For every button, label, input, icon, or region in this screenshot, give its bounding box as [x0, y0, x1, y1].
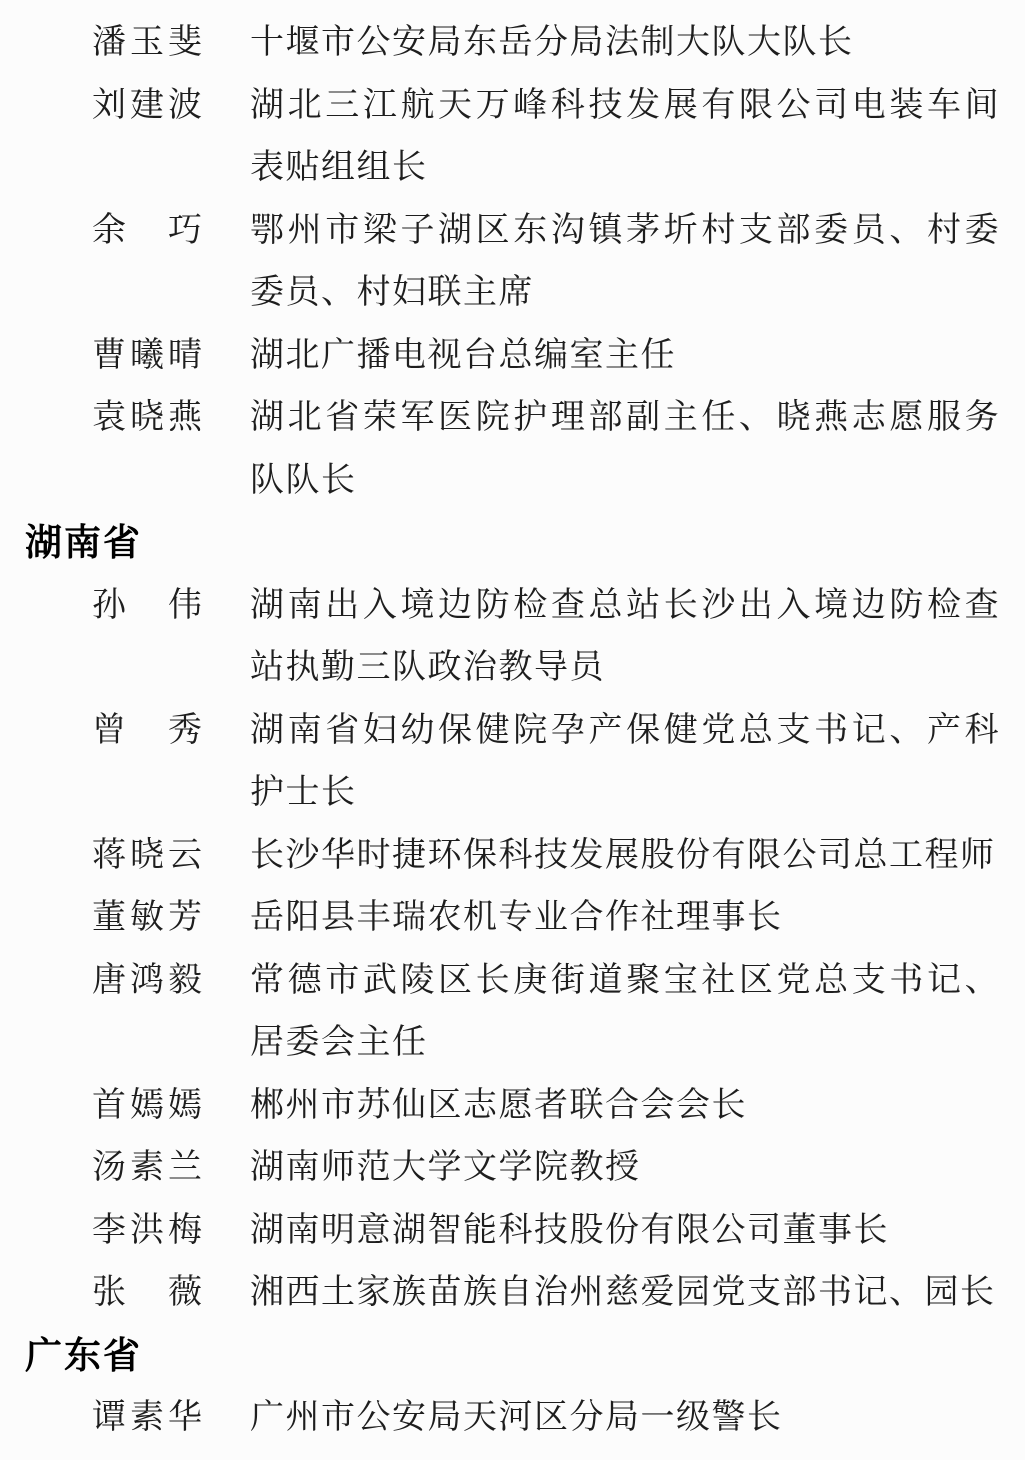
person-title-line: 湖南出入境边防检查总站长沙出入境边防检查	[250, 586, 1002, 624]
list-item	[0, 12, 1025, 75]
person-title	[250, 825, 1002, 888]
person-title-line: 湘西土家族苗族自治州慈爱园党支部书记、园长	[250, 1274, 996, 1311]
list-item	[0, 1137, 1025, 1200]
person-title	[250, 887, 1002, 950]
list-item	[0, 1075, 1025, 1138]
person-title-line: 郴州市苏仙区志愿者联合会会长	[250, 1086, 747, 1124]
person-title-line: 表贴组组长	[250, 149, 428, 186]
person-name: 汤素兰	[92, 1149, 206, 1186]
list-item	[0, 325, 1025, 388]
person-name: 袁晓燕	[92, 399, 206, 436]
person-title	[250, 700, 1002, 825]
person-title	[250, 387, 1002, 512]
list-item	[0, 1200, 1025, 1263]
list-item	[0, 950, 1025, 1075]
person-title	[250, 1262, 1002, 1325]
list-item	[0, 75, 1025, 200]
person-title-line: 护士长	[250, 774, 357, 811]
person-title	[250, 950, 1002, 1075]
list-item	[0, 1262, 1025, 1325]
person-title	[250, 75, 1002, 200]
list-item	[0, 887, 1025, 950]
person-title-line: 鄂州市梁子湖区东沟镇茅圻村支部委员、村委	[250, 211, 1002, 249]
person-title-line: 长沙华时捷环保科技发展股份有限公司总工程师	[250, 836, 996, 874]
person-title	[250, 325, 1002, 388]
province-header: 广东省	[25, 1334, 142, 1376]
person-name: 余 巧	[92, 211, 206, 249]
person-name: 董敏芳	[92, 899, 206, 936]
province-header: 湖南省	[25, 522, 142, 563]
person-title	[250, 1200, 1002, 1263]
person-title	[250, 12, 1002, 75]
person-name: 孙 伟	[92, 586, 206, 624]
person-title-line: 湖北省荣军医院护理部副主任、晓燕志愿服务	[250, 399, 1002, 436]
list-item	[0, 387, 1025, 512]
person-title-line: 广州市公安局天河区分局一级警长	[250, 1399, 783, 1436]
person-name: 李洪梅	[92, 1211, 206, 1249]
person-title-line: 常德市武陵区长庚街道聚宝社区党总支书记、	[250, 961, 1002, 999]
person-title-line: 湖南师范大学文学院教授	[250, 1149, 641, 1186]
person-name: 曾 秀	[92, 711, 206, 749]
person-title-line: 居委会主任	[250, 1024, 428, 1061]
person-name: 唐鸿毅	[92, 961, 206, 999]
list-item	[0, 575, 1025, 700]
person-title	[250, 1075, 1002, 1138]
person-name: 张 薇	[92, 1274, 206, 1311]
person-title	[250, 200, 1002, 325]
person-title-line: 湖南省妇幼保健院孕产保健党总支书记、产科	[250, 711, 1002, 749]
person-name: 曹曦晴	[92, 336, 206, 374]
person-title-line: 十堰市公安局东岳分局法制大队大队长	[250, 24, 854, 61]
person-name: 刘建波	[92, 86, 206, 124]
person-title	[250, 1387, 1002, 1450]
list-item	[0, 200, 1025, 325]
list-item	[0, 700, 1025, 825]
person-title-line: 湖北广播电视台总编室主任	[250, 336, 676, 374]
person-title-line: 队队长	[250, 461, 357, 499]
person-name: 潘玉斐	[92, 24, 206, 61]
person-title-line: 岳阳县丰瑞农机专业合作社理事长	[250, 899, 783, 936]
person-title-line: 站执勤三队政治教导员	[250, 649, 605, 686]
person-name: 蒋晓云	[92, 836, 206, 874]
person-name: 首嫣嫣	[92, 1086, 206, 1124]
person-title-line: 湖北三江航天万峰科技发展有限公司电装车间	[250, 86, 1002, 124]
person-title	[250, 1137, 1002, 1200]
list-item	[0, 825, 1025, 888]
person-name: 谭素华	[92, 1399, 206, 1436]
person-title	[250, 575, 1002, 700]
list-item	[0, 1387, 1025, 1450]
person-title-line: 委员、村妇联主席	[250, 274, 534, 311]
person-title-line: 湖南明意湖智能科技股份有限公司董事长	[250, 1211, 889, 1249]
